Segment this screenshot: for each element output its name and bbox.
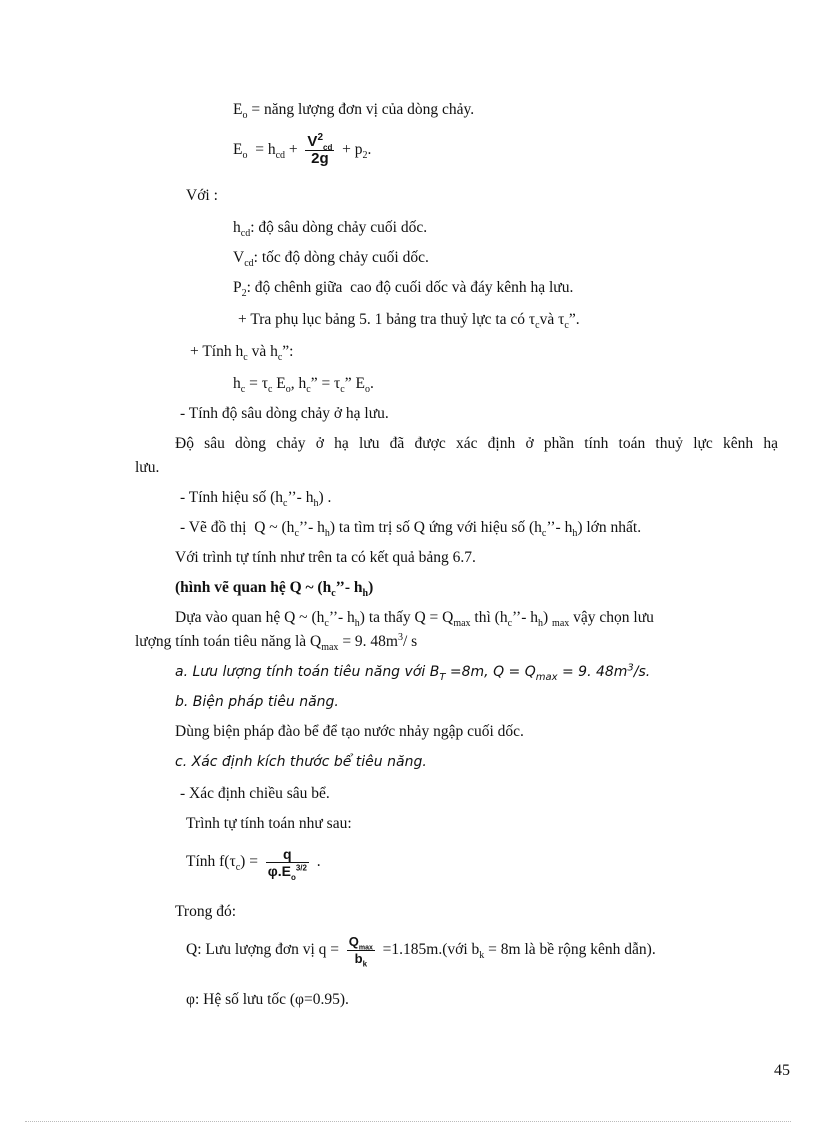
text: + Tra phụ lục bảng 5. 1 bảng tra thuỷ lực ta có τ (238, 311, 536, 328)
subscript: o (364, 384, 370, 396)
subscript: o (285, 384, 291, 396)
text: Q: Lưu lượng đơn vị q = (186, 941, 343, 958)
subsection-a (175, 662, 650, 682)
subscript: o (290, 872, 296, 882)
text: P (233, 279, 242, 296)
subscript: c (240, 384, 246, 396)
subscript: h (324, 528, 330, 540)
paragraph-line (175, 608, 654, 628)
subscript: max (535, 671, 558, 683)
text: ”: (282, 343, 294, 360)
text: / s (403, 633, 418, 650)
text: . (367, 141, 372, 158)
f-tau-fraction (266, 845, 309, 882)
text: thì (h (470, 609, 508, 626)
text: . (312, 853, 321, 870)
text: ’’- h (298, 519, 325, 536)
lookup-step (238, 310, 580, 330)
subscript: cd (240, 228, 251, 240)
text: và h (247, 343, 278, 360)
numerator (347, 934, 375, 951)
text: - Tính hiệu số (h (180, 489, 284, 506)
text: ’’- h (512, 609, 538, 626)
subscript: c (243, 352, 248, 364)
text: ) lớn nhất. (577, 519, 642, 536)
subscript: cd (244, 258, 254, 270)
text: =1.185m.(với b (378, 941, 480, 958)
paragraph-line: Dùng biện pháp đào bể để tạo nước nhảy ngập cuối dốc. (175, 723, 524, 740)
denominator (266, 862, 309, 882)
downstream-depth-step: - Tính độ sâu dòng chảy ở hạ lưu. (180, 405, 389, 422)
text: , h (290, 375, 307, 392)
text: =8m, Q = Q (445, 664, 536, 680)
subscript: c (283, 498, 288, 510)
subscript: 2 (362, 150, 368, 162)
subscript: c (267, 384, 273, 396)
subscript: h (572, 528, 578, 540)
text: b (354, 950, 363, 966)
text: = τ (245, 375, 268, 392)
q-fraction (347, 934, 375, 967)
text: = năng lượng đơn vị của dòng chảy. (247, 101, 475, 118)
subscript: cd (275, 150, 286, 162)
hcd-definition (233, 218, 427, 238)
text: ’’- h (328, 609, 355, 626)
subscript: cd (323, 142, 333, 152)
depth-step: - Xác định chiều sâu bể. (180, 785, 330, 802)
subscript: h (362, 588, 369, 600)
text: φ.E (267, 862, 291, 879)
f-tau-formula (186, 844, 321, 880)
eo-definition (233, 100, 474, 120)
page-number: 45 (774, 1062, 790, 1079)
subscript: c (331, 588, 336, 600)
subscript: c (507, 618, 513, 630)
text: : độ sâu dòng chảy cuối dốc. (250, 219, 428, 236)
text: V (233, 249, 245, 266)
text: ) (543, 609, 553, 626)
subscript: h (313, 498, 319, 510)
subscript: c (235, 862, 241, 874)
text: Dựa vào quan hệ Q ~ (h (175, 609, 325, 626)
text: ”. (568, 311, 580, 328)
subscript: k (362, 959, 368, 969)
text: : tốc độ dòng chảy cuối dốc. (253, 249, 429, 266)
subscript: c (324, 618, 329, 630)
denominator (347, 951, 375, 967)
text: E (272, 375, 286, 392)
text: ’’- h (546, 519, 573, 536)
subscript: c (564, 320, 569, 332)
text: h (233, 375, 241, 392)
calc-hc-step (190, 342, 293, 362)
subsection-b: b. Biện pháp tiêu năng. (175, 694, 339, 710)
subscript: h (538, 618, 543, 630)
result-note: Với trình tự tính như trên ta có kết quả bảng 6.7. (175, 549, 476, 566)
text: ) . (318, 489, 332, 506)
paragraph-line: Độ sâu dòng chảy ở hạ lưu đã được xác định ở phần tính toán thuỷ lực kênh hạ (175, 435, 778, 452)
subscript: T (439, 671, 446, 683)
subscript: c (306, 384, 311, 396)
p2-definition (233, 278, 573, 298)
text: + Tính h (190, 343, 244, 360)
hc-formula (233, 374, 374, 394)
numerator (305, 131, 334, 152)
subscript: o (242, 150, 248, 162)
phi-definition: φ: Hệ số lưu tốc (φ=0.95). (186, 991, 349, 1008)
text: ” E (344, 375, 365, 392)
text: và τ (539, 311, 565, 328)
text: /s. (633, 664, 651, 680)
text: = 9. 48m (338, 633, 398, 650)
vcd-definition (233, 248, 429, 268)
text: vậy chọn lưu (569, 609, 654, 626)
paragraph-line (135, 632, 417, 652)
subscript: max (453, 618, 471, 630)
superscript: 3 (398, 631, 403, 643)
text: = h (247, 141, 276, 158)
text: ) (368, 579, 374, 596)
superscript: 3/2 (295, 863, 307, 873)
text: Q (348, 933, 359, 949)
subscript: c (535, 320, 540, 332)
text: + p (338, 141, 363, 158)
paragraph-line: lưu. (135, 459, 160, 476)
text: ) ta tìm trị số Q ứng với hiệu số (h (329, 519, 542, 536)
subscript: 2 (241, 288, 247, 300)
where-heading: Trong đó: (175, 903, 237, 920)
text: E (233, 101, 243, 118)
with-heading: Với : (186, 187, 218, 204)
text: ) = (240, 853, 262, 870)
text: ’’- h (335, 579, 363, 596)
difference-step (180, 488, 331, 508)
footer-divider (25, 1121, 791, 1122)
denominator: 2g (311, 149, 329, 167)
eo-formula (233, 132, 371, 168)
q-formula (186, 932, 656, 968)
text: (hình vẽ quan hệ Q ~ (h (175, 579, 332, 596)
text: ) ta thấy Q = Q (359, 609, 454, 626)
subscript: c (294, 528, 299, 540)
text: ” = τ (310, 375, 341, 392)
text: ’’- h (287, 489, 314, 506)
text: : độ chênh giữa cao độ cuối dốc và đáy kênh hạ lưu. (246, 279, 574, 296)
text: a. Lưu lượng tính toán tiêu năng với B (175, 664, 440, 680)
velocity-head-fraction (305, 131, 334, 167)
subsection-c: c. Xác định kích thước bể tiêu năng. (175, 754, 427, 770)
superscript: 2 (317, 131, 323, 143)
text: - Vẽ đồ thị Q ~ (h (180, 519, 295, 536)
subscript: h (354, 618, 360, 630)
subscript: c (541, 528, 547, 540)
subscript: o (242, 110, 248, 122)
superscript: 3 (627, 662, 634, 674)
text: . (369, 375, 374, 392)
subscript: k (479, 950, 485, 962)
text: = 8m là bề rộng kênh dẫn). (484, 941, 656, 958)
numerator: q (266, 846, 309, 863)
text: + (285, 141, 302, 158)
text: Tính f(τ (186, 853, 236, 870)
text: lượng tính toán tiêu năng là Q (135, 633, 322, 650)
text: = 9. 48m (557, 664, 628, 680)
plot-step (180, 518, 641, 538)
procedure-intro: Trình tự tính toán như sau: (186, 815, 352, 832)
figure-caption (175, 578, 373, 598)
subscript: max (321, 642, 339, 654)
subscript: max (358, 944, 373, 952)
text: h (233, 219, 241, 236)
text: V (307, 132, 318, 150)
text: E (233, 141, 243, 158)
subscript: c (277, 352, 283, 364)
subscript: max (552, 618, 570, 630)
subscript: c (340, 384, 345, 396)
